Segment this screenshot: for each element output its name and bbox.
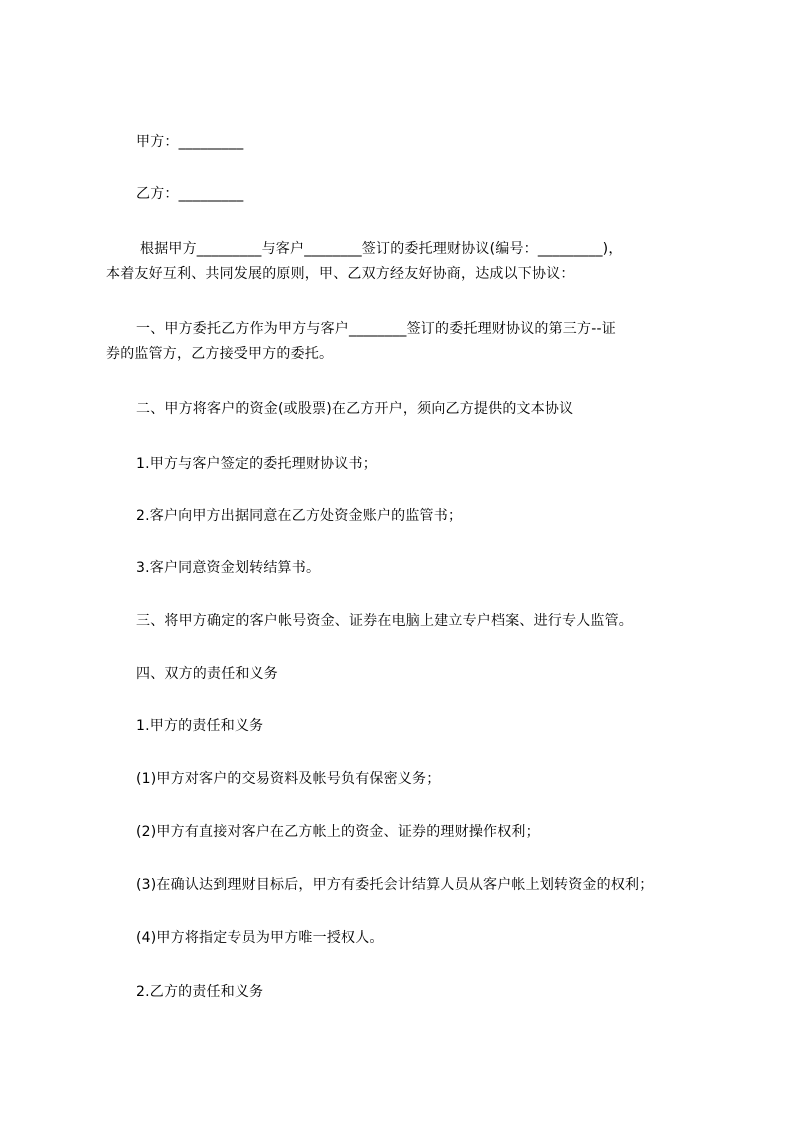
clause-2-heading: 二、甲方将客户的资金(或股票)在乙方开户，须向乙方提供的文本协议 [136, 401, 574, 417]
clause-4-sub-1-item-2: (2)甲方有直接对客户在乙方帐上的资金、证券的理财操作权利； [136, 824, 540, 840]
clause-4-sub-1-item-4: (4)甲方将指定专员为甲方唯一授权人。 [136, 930, 384, 946]
intro-line-1: 根据甲方_________与客户________签订的委托理财协议(编号：_________)， [140, 241, 623, 257]
clause-3: 三、将甲方确定的客户帐号资金、证券在电脑上建立专户档案、进行专人监管。 [136, 613, 633, 629]
party-b-line: 乙方：_________ [136, 186, 244, 202]
intro-line-2: 本着友好互利、共同发展的原则，甲、乙双方经友好协商，达成以下协议： [106, 266, 575, 282]
party-a-line: 甲方：_________ [136, 134, 244, 150]
clause-4-sub-2: 2.乙方的责任和义务 [136, 984, 264, 1000]
clause-2-item-3: 3.客户同意资金划转结算书。 [136, 560, 321, 576]
clause-4-sub-1-item-1: (1)甲方对客户的交易资料及帐号负有保密义务； [136, 771, 441, 787]
clause-2-item-2: 2.客户向甲方出据同意在乙方处资金账户的监管书； [136, 508, 463, 524]
clause-4-heading: 四、双方的责任和义务 [136, 666, 278, 682]
clause-4-sub-1-item-3: (3)在确认达到理财目标后，甲方有委托会计结算人员从客户帐上划转资金的权利； [136, 877, 654, 893]
clause-1-line-1: 一、甲方委托乙方作为甲方与客户________签订的委托理财协议的第三方--证 [136, 321, 616, 337]
clause-1-line-2: 券的监管方，乙方接受甲方的委托。 [106, 346, 334, 362]
clause-4-sub-1: 1.甲方的责任和义务 [136, 718, 264, 734]
clause-2-item-1: 1.甲方与客户签定的委托理财协议书； [136, 456, 377, 472]
